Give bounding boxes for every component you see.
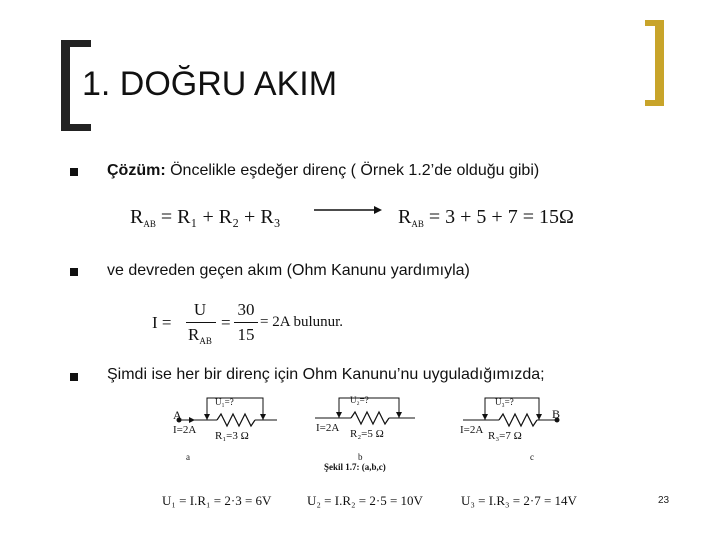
equation-req-formula: $R_{AB} = R_1 + R_2 + R_3$ [130, 206, 281, 229]
caption-b: b [358, 452, 363, 462]
equation-req-value: $R_{AB} = 3 + 5 + 7 = 15\Omega$ [398, 206, 574, 229]
left-bracket [61, 40, 70, 131]
caption-a: a [186, 452, 190, 462]
bullet-marker [70, 268, 78, 276]
right-bracket-bottom [645, 100, 664, 106]
bullet-text-3: Şimdi ise her bir direnç için Ohm Kanunu’nu uyguladığımızda; [107, 366, 545, 383]
i1-label: I=2A [173, 424, 197, 436]
bullet-marker [70, 373, 78, 381]
arrow-icon [312, 204, 382, 216]
left-bracket-top [61, 40, 91, 47]
u3-label: U₃=? [495, 397, 514, 407]
u2-label: U₂=? [350, 395, 369, 405]
solution-label: Çözüm: [107, 162, 166, 179]
node-a-label: A [173, 408, 182, 422]
bullet-text-1 [107, 162, 539, 180]
left-bracket-bottom [61, 124, 91, 131]
i2-label: I=2A [316, 422, 340, 434]
slide-title: 1. DOĞRU AKIM [82, 65, 338, 103]
i3-label: I=2A [460, 424, 484, 436]
r2-label: R₂=5 Ω [350, 428, 384, 440]
bullet-1-body: Öncelikle eşdeğer direnç ( Örnek 1.2’de olduğu gibi) [165, 162, 540, 179]
result-u3: U₃ = I.R₃ = 2·7 = 14V [461, 493, 577, 508]
bullet-text-2: ve devreden geçen akım (Ohm Kanunu yardımıyla) [107, 262, 470, 279]
bullet-marker [70, 168, 78, 176]
result-u1: U₁ = I.R₁ = 2·3 = 6V [162, 493, 272, 508]
right-bracket [655, 20, 664, 106]
u1-label: U₁=? [215, 397, 234, 407]
r3-label: R₃=7 Ω [488, 430, 522, 442]
figure-caption: Şekil 1.7: (a,b,c) [324, 462, 386, 472]
fraction-line [234, 322, 258, 323]
right-bracket-top [645, 20, 664, 26]
fraction-line [186, 322, 216, 323]
page-number: 23 [658, 495, 670, 506]
node-b-label: B [552, 407, 561, 421]
result-u2: U₂ = I.R₂ = 2·5 = 10V [307, 493, 423, 508]
r1-label: R₁=3 Ω [215, 430, 249, 442]
caption-c: c [530, 452, 534, 462]
